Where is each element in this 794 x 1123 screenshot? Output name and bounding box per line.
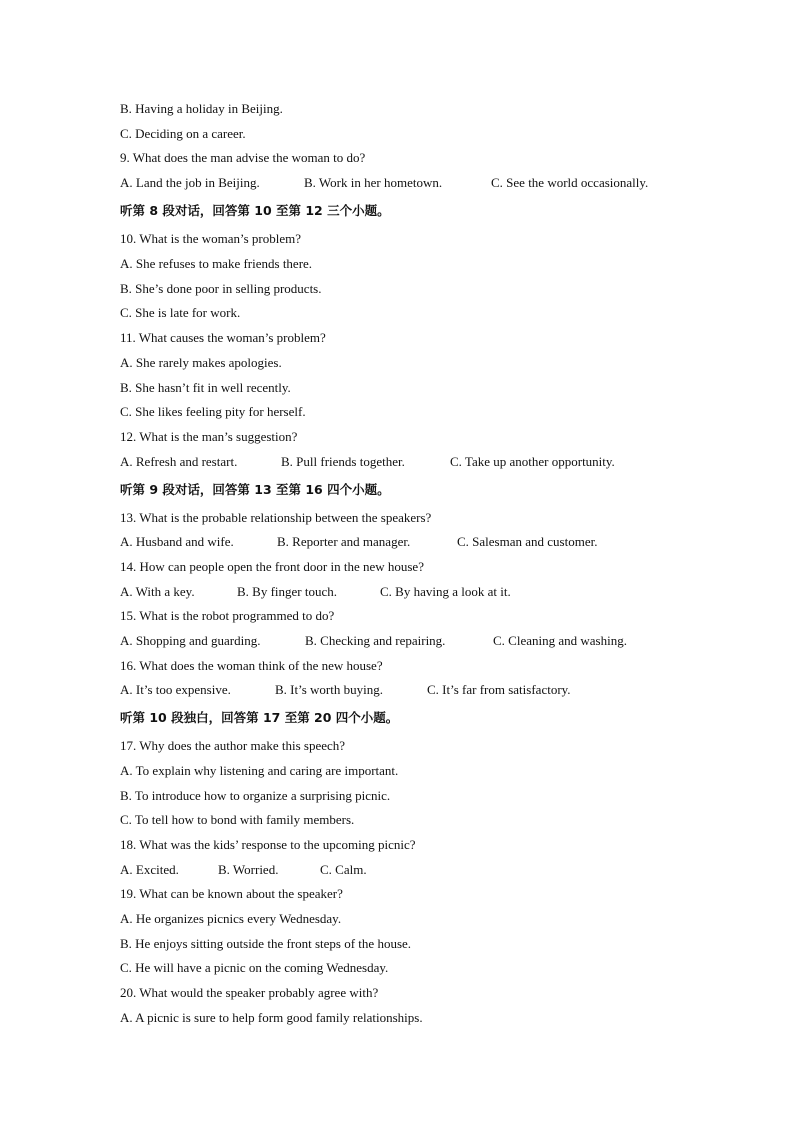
option-line: C. Deciding on a career.	[120, 126, 246, 141]
option-b: B. He enjoys sitting outside the front steps of the house.	[120, 936, 412, 951]
option-c: C. See the world occasionally.	[491, 175, 649, 190]
option-a: A. It’s too expensive.	[120, 682, 231, 697]
question-19: 19. What can be known about the speaker?	[120, 886, 343, 901]
option-c: C. It’s far from satisfactory.	[427, 682, 571, 697]
option-c: C. She is late for work.	[120, 305, 241, 320]
option-b: B. Work in her hometown.	[304, 175, 443, 190]
option-c: C. To tell how to bond with family members.	[120, 812, 355, 827]
question-18: 18. What was the kids’ response to the upcoming picnic?	[120, 837, 416, 852]
option-a: A. Shopping and guarding.	[120, 633, 261, 648]
option-a: A. Excited.	[120, 862, 179, 877]
option-line: B. Having a holiday in Beijing.	[120, 101, 283, 116]
option-b: B. She hasn’t fit in well recently.	[120, 380, 291, 395]
question-20: 20. What would the speaker probably agree with?	[120, 985, 379, 1000]
question-12: 12. What is the man’s suggestion?	[120, 429, 298, 444]
option-b: B. To introduce how to organize a surprising picnic.	[120, 788, 391, 803]
option-a: A. A picnic is sure to help form good family relationships.	[120, 1010, 423, 1025]
option-b: B. She’s done poor in selling products.	[120, 281, 322, 296]
question-16: 16. What does the woman think of the new house?	[120, 658, 383, 673]
option-c: C. Take up another opportunity.	[450, 454, 615, 469]
question-10: 10. What is the woman’s problem?	[120, 231, 302, 246]
option-b: B. Checking and repairing.	[305, 633, 446, 648]
section-heading-8: 听第 8 段对话，回答第 10 至第 12 三个小题。	[120, 203, 390, 218]
option-c: C. Calm.	[320, 862, 367, 877]
option-a: A. She refuses to make friends there.	[120, 256, 313, 271]
question-13: 13. What is the probable relationship between the speakers?	[120, 510, 432, 525]
question-9: 9. What does the man advise the woman to do?	[120, 150, 366, 165]
option-b: B. Pull friends together.	[281, 454, 405, 469]
option-a: A. With a key.	[120, 584, 195, 599]
section-heading-9: 听第 9 段对话，回答第 13 至第 16 四个小题。	[120, 482, 390, 497]
option-a: A. He organizes picnics every Wednesday.	[120, 911, 342, 926]
question-11: 11. What causes the woman’s problem?	[120, 330, 326, 345]
section-heading-10: 听第 10 段独白，回答第 17 至第 20 四个小题。	[120, 710, 399, 725]
option-c: C. She likes feeling pity for herself.	[120, 404, 306, 419]
question-14: 14. How can people open the front door in the new house?	[120, 559, 424, 574]
question-15: 15. What is the robot programmed to do?	[120, 608, 335, 623]
option-b: B. Worried.	[218, 862, 279, 877]
option-a: A. Refresh and restart.	[120, 454, 238, 469]
option-c: C. By having a look at it.	[380, 584, 511, 599]
option-c: C. He will have a picnic on the coming Wednesday.	[120, 960, 389, 975]
option-a: A. Husband and wife.	[120, 534, 234, 549]
option-b: B. Reporter and manager.	[277, 534, 411, 549]
option-b: B. By finger touch.	[237, 584, 338, 599]
option-a: A. To explain why listening and caring are important.	[120, 763, 399, 778]
option-a: A. She rarely makes apologies.	[120, 355, 282, 370]
option-c: C. Salesman and customer.	[457, 534, 598, 549]
option-b: B. It’s worth buying.	[275, 682, 383, 697]
question-17: 17. Why does the author make this speech?	[120, 738, 346, 753]
option-a: A. Land the job in Beijing.	[120, 175, 260, 190]
option-c: C. Cleaning and washing.	[493, 633, 627, 648]
